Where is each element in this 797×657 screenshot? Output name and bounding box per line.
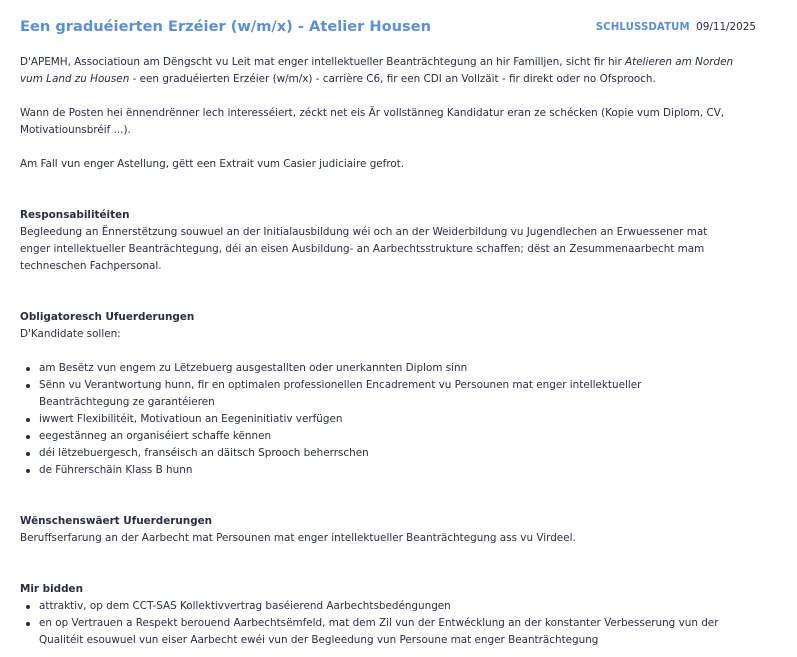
list-item: Sënn vu Verantwortung hunn, fir en optimalen professionellen Encadrement vu Persounen mat enger intellektueller Beanträchtegung ze garantéieren	[20, 377, 735, 411]
desired-heading: Wënschenswäert Ufuerderungen	[20, 515, 213, 527]
list-item: attraktiv, op dem CCT-SAS Kollektivvertrag baséierend Aarbechtsbedéngungen	[20, 598, 735, 615]
intro-paragraph-1	[20, 54, 735, 88]
intro-text-before: D'APEMH, Associatioun am Dëngscht vu Leit mat enger intellektueller Beanträchtegung an hir Familljen, sicht fir hir	[20, 56, 626, 68]
list-item: eegestänneg an organiséiert schaffe kënnen	[20, 428, 735, 445]
job-description	[20, 54, 735, 649]
deadline-label: SCHLUSSDATUM	[595, 22, 690, 33]
desired-text: Beruffserfarung an der Aarbecht mat Persounen mat enger intellektueller Beanträchtegung ass vu Virdeel.	[20, 532, 576, 544]
offer-heading: Mir bidden	[20, 583, 83, 595]
requirements-list	[20, 360, 735, 479]
list-item: de Führerschäin Klass B hunn	[20, 462, 735, 479]
intro-paragraph-2: Wann de Posten hei ënnendrënner lech interesséiert, zéckt net eis Är vollstänneg Kandidatur eran ze schécken (Kopie vum Diplom, CV, Motivatiounsbréif ...).	[20, 107, 725, 136]
intro-location: Atelieren am Norden vum Land zu Housen	[20, 56, 734, 85]
list-item: déi lëtzebuergesch, franséisch an däitsch Sprooch beherrschen	[20, 445, 735, 462]
list-item: am Besëtz vun engem zu Lëtzebuerg ausgestallten oder unerkannten Diplom sinn	[20, 360, 735, 377]
intro-text-after: - een graduéierten Erzéier (w/m/x) - carrière C6, fir een CDI an Vollzäit - fir direkt oder no Ofsprooch.	[129, 73, 656, 85]
responsibilities-text: Begleedung an Ënnerstëtzung souwuel an der Initialausbildung wéi och an der Weiderbildung vu Jugendlechen an Erwuessener mat enger intellektueller Beanträchtegung, déi an eisen Ausbildung- an Aarbechtsstrukture schaffen; dëst an Zesummenaarbecht mam techneschen Fachpersonal.	[20, 226, 708, 272]
job-title: Een graduéierten Erzéier (w/m/x) - Atelier Housen	[20, 18, 432, 35]
deadline	[596, 19, 756, 36]
intro-paragraph-3: Am Fall vun enger Astellung, gëtt een Extrait vum Casier judiciaire gefrot.	[20, 158, 405, 170]
list-item: iwwert Flexibilitéit, Motivatioun an Eegeninitiativ verfügen	[20, 411, 735, 428]
responsibilities-heading: Responsabilitéiten	[20, 209, 130, 221]
offer-list	[20, 598, 735, 649]
deadline-value: 09/11/2025	[696, 21, 756, 33]
job-header	[20, 16, 756, 38]
requirements-intro: D'Kandidate sollen:	[20, 328, 121, 340]
requirements-heading: Obligatoresch Ufuerderungen	[20, 311, 195, 323]
list-item: en op Vertrauen a Respekt berouend Aarbechtsëmfeld, mat dem Zil vun der Entwécklung an der konstanter Verbesserung vun der Qualitéit esouwuel vun eiser Aarbecht ewéi vun der Begleedung vun Persoune mat enger Beanträchtegung	[20, 615, 735, 649]
